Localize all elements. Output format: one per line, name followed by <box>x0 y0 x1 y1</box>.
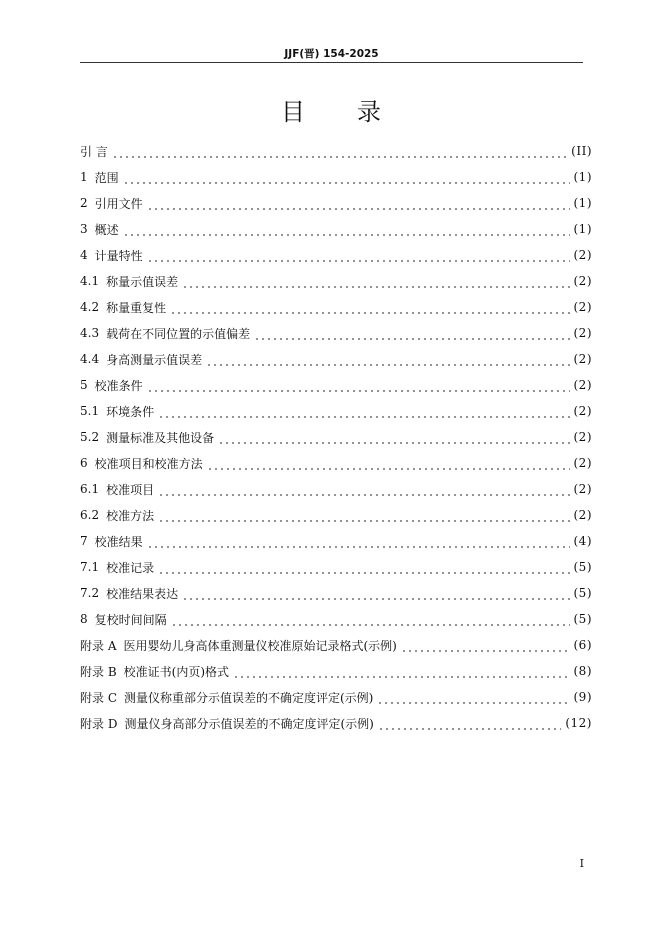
toc-dot-leader <box>158 405 569 419</box>
toc-entry-label: 测量标准及其他设备 <box>106 430 215 445</box>
running-header: JJF(晋) 154-2025 <box>284 48 379 60</box>
toc-entry[interactable] <box>80 164 592 190</box>
toc-dot-leader <box>147 379 570 393</box>
toc-entry-page: (II) <box>571 144 592 158</box>
toc-entry-page: (2) <box>573 248 592 262</box>
toc-dot-leader <box>206 353 569 367</box>
toc-entry-number: 7 <box>80 534 88 548</box>
toc-entry[interactable] <box>80 268 592 294</box>
toc-entry[interactable] <box>80 216 592 242</box>
toc-dot-leader <box>182 587 569 601</box>
toc-entry-label: 测量仪身高部分示值误差的不确定度评定(示例) <box>124 716 374 731</box>
toc-entry[interactable] <box>80 528 592 554</box>
toc-entry-number: 4.1 <box>80 274 100 288</box>
toc-entry-label: 身高测量示值误差 <box>106 352 203 367</box>
toc-dot-leader <box>182 275 569 289</box>
toc-dot-leader <box>158 561 569 575</box>
toc-entry-label: 环境条件 <box>106 404 155 419</box>
toc-entry-page: (2) <box>573 274 592 288</box>
table-of-contents <box>80 138 592 736</box>
toc-entry-page: (2) <box>573 378 592 392</box>
page-number: I <box>579 857 584 870</box>
toc-entry[interactable] <box>80 320 592 346</box>
toc-entry-number: 8 <box>80 612 88 626</box>
toc-entry-label: 引用文件 <box>94 196 143 211</box>
toc-entry[interactable] <box>80 632 592 658</box>
toc-entry-number: 6.1 <box>80 482 100 496</box>
toc-entry-number: 7.2 <box>80 586 100 600</box>
toc-entry-label: 校准项目 <box>106 482 155 497</box>
toc-entry-page: (6) <box>573 638 592 652</box>
toc-entry-number: 2 <box>80 196 88 210</box>
toc-entry-number: 6 <box>80 456 88 470</box>
toc-dot-leader <box>147 197 570 211</box>
toc-entry-label: 计量特性 <box>94 248 143 263</box>
toc-entry[interactable] <box>80 710 592 736</box>
toc-dot-leader <box>254 327 569 341</box>
toc-dot-leader <box>401 639 570 653</box>
toc-entry-number: 7.1 <box>80 560 100 574</box>
toc-entry-page: (2) <box>573 326 592 340</box>
toc-dot-leader <box>123 171 570 185</box>
toc-entry-number: 1 <box>80 170 88 184</box>
toc-entry-number: 4.2 <box>80 300 100 314</box>
toc-entry-label: 测量仪称重部分示值误差的不确定度评定(示例) <box>124 690 374 705</box>
toc-entry-label: 校准记录 <box>106 560 155 575</box>
toc-entry-page: (1) <box>573 196 592 210</box>
toc-entry-label: 复校时间间隔 <box>94 612 167 627</box>
toc-dot-leader <box>377 691 569 705</box>
toc-entry-label: 校准条件 <box>94 378 143 393</box>
toc-dot-leader <box>218 431 569 445</box>
toc-entry-label: 校准项目和校准方法 <box>94 456 203 471</box>
toc-entry[interactable] <box>80 684 592 710</box>
toc-entry-label: 称量示值误差 <box>106 274 179 289</box>
toc-entry[interactable] <box>80 450 592 476</box>
toc-entry[interactable] <box>80 580 592 606</box>
toc-entry-label: 医用婴幼儿身高体重测量仪校准原始记录格式(示例) <box>123 638 397 653</box>
toc-dot-leader <box>147 249 570 263</box>
toc-entry-label: 引 言 <box>80 144 108 159</box>
toc-entry-page: (2) <box>573 352 592 366</box>
toc-entry-number: 3 <box>80 222 88 236</box>
toc-entry-page: (8) <box>573 664 592 678</box>
toc-entry-page: (9) <box>573 690 592 704</box>
toc-entry[interactable] <box>80 294 592 320</box>
toc-dot-leader <box>123 223 570 237</box>
toc-entry-number: 4.3 <box>80 326 100 340</box>
toc-entry-number: 4 <box>80 248 88 262</box>
toc-entry[interactable] <box>80 606 592 632</box>
toc-entry[interactable] <box>80 398 592 424</box>
toc-entry[interactable] <box>80 138 592 164</box>
toc-entry-page: (1) <box>573 222 592 236</box>
toc-entry[interactable] <box>80 372 592 398</box>
toc-entry[interactable] <box>80 554 592 580</box>
toc-dot-leader <box>171 613 570 627</box>
toc-dot-leader <box>158 509 569 523</box>
toc-entry-number: 附录 A <box>80 638 117 653</box>
toc-entry-number: 5 <box>80 378 88 392</box>
toc-entry-number: 附录 D <box>80 716 118 731</box>
toc-entry-number: 附录 C <box>80 690 117 705</box>
toc-dot-leader <box>112 145 567 159</box>
toc-entry[interactable] <box>80 476 592 502</box>
toc-entry-page: (4) <box>573 534 592 548</box>
toc-entry-page: (1) <box>573 170 592 184</box>
toc-entry-label: 载荷在不同位置的示值偏差 <box>106 326 251 341</box>
toc-entry-number: 5.1 <box>80 404 100 418</box>
toc-entry[interactable] <box>80 424 592 450</box>
toc-entry-label: 校准方法 <box>106 508 155 523</box>
toc-entry-page: (2) <box>573 508 592 522</box>
toc-entry-page: (5) <box>573 612 592 626</box>
toc-entry[interactable] <box>80 190 592 216</box>
toc-dot-leader <box>170 301 569 315</box>
toc-entry[interactable] <box>80 502 592 528</box>
toc-dot-leader <box>158 483 569 497</box>
toc-entry-label: 校准证书(内页)格式 <box>123 664 230 679</box>
toc-entry-page: (12) <box>565 716 592 730</box>
toc-dot-leader <box>233 665 569 679</box>
toc-entry-number: 4.4 <box>80 352 100 366</box>
toc-entry-page: (2) <box>573 430 592 444</box>
toc-entry-page: (2) <box>573 300 592 314</box>
toc-entry-label: 范围 <box>94 170 119 185</box>
toc-entry-page: (2) <box>573 404 592 418</box>
page-title: 目录 <box>281 98 433 126</box>
toc-entry-page: (5) <box>573 586 592 600</box>
toc-entry-label: 校准结果表达 <box>106 586 179 601</box>
toc-entry-page: (5) <box>573 560 592 574</box>
header-rule <box>80 62 583 63</box>
toc-entry-label: 概述 <box>94 222 119 237</box>
toc-entry-label: 校准结果 <box>94 534 143 549</box>
toc-entry-number: 5.2 <box>80 430 100 444</box>
toc-dot-leader <box>147 535 570 549</box>
toc-entry[interactable] <box>80 346 592 372</box>
toc-entry-page: (2) <box>573 456 592 470</box>
toc-entry-label: 称量重复性 <box>106 300 167 315</box>
toc-dot-leader <box>207 457 570 471</box>
toc-entry-page: (2) <box>573 482 592 496</box>
toc-entry[interactable] <box>80 658 592 684</box>
toc-entry-number: 6.2 <box>80 508 100 522</box>
toc-entry-number: 附录 B <box>80 664 117 679</box>
toc-entry[interactable] <box>80 242 592 268</box>
toc-dot-leader <box>378 717 562 731</box>
